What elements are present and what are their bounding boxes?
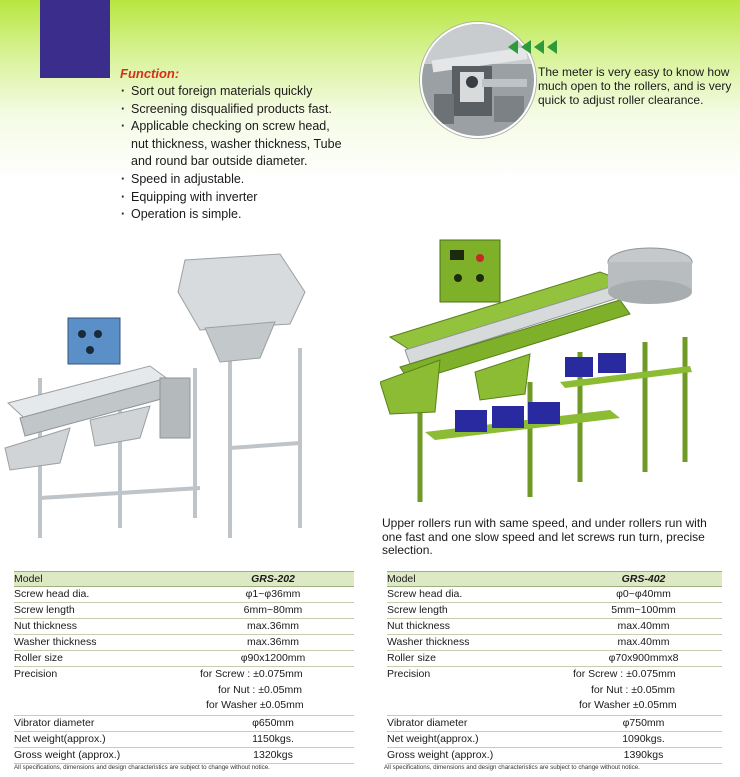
spec-value: 1090kgs. — [622, 733, 665, 745]
table-row — [14, 651, 354, 667]
spec-label: Nut thickness — [14, 620, 78, 632]
table-row — [387, 716, 722, 732]
spec-label: Net weight(approx.) — [14, 733, 106, 745]
spec-value: 1150kgs. — [252, 733, 294, 745]
function-item: · Speed in adjustable. — [118, 171, 408, 189]
spec-value: φ650mm — [252, 717, 294, 729]
table-row — [14, 587, 354, 603]
spec-value: max.36mm — [247, 636, 299, 648]
table-row — [387, 732, 722, 748]
spec-value: 1320kgs — [253, 749, 293, 761]
table-row — [14, 571, 354, 587]
footnote: All specifications, dimensions and design characteristics are subject to change without notice. — [14, 764, 270, 771]
brand-bar — [40, 0, 110, 78]
spec-label: Nut thickness — [387, 620, 451, 632]
function-item: · Operation is simple. — [118, 206, 408, 224]
function-item: · Sort out foreign materials quickly — [118, 83, 408, 101]
table-row — [387, 587, 722, 603]
table-row — [14, 732, 354, 748]
spec-value: for Screw : ±0.075mm — [573, 668, 676, 680]
function-item: · Screening disqualified products fast. — [118, 101, 408, 119]
spec-table-grs402 — [387, 571, 722, 764]
spec-label: Model — [14, 573, 43, 585]
spec-value: 5mm~100mm — [611, 604, 676, 616]
grs202-machine-photo — [0, 248, 330, 550]
spec-label: Washer thickness — [387, 636, 470, 648]
spec-label: Net weight(approx.) — [387, 733, 479, 745]
arrow-left-icon — [506, 38, 560, 56]
roller-caption: Upper rollers run with same speed, and under rollers run with one fast and one slow speed and let screws run turn, precise selection. — [382, 516, 707, 557]
spec-value: φ0~φ40mm — [616, 588, 671, 600]
table-row — [387, 603, 722, 619]
spec-value: for Screw : ±0.075mm — [200, 668, 303, 680]
table-row — [387, 619, 722, 635]
spec-label: Precision — [14, 668, 58, 680]
function-item: · Equipping with inverter — [118, 189, 408, 207]
spec-value: φ1~φ36mm — [245, 588, 301, 600]
function-section — [118, 66, 408, 224]
table-row — [14, 603, 354, 619]
spec-value: max.40mm — [617, 636, 670, 648]
spec-value: for Washer ±0.05mm — [579, 699, 677, 711]
model-name: GRS-402 — [621, 573, 666, 585]
spec-value: φ90x1200mm — [240, 652, 306, 664]
table-row — [387, 571, 722, 587]
spec-label: Gross weight (approx.) — [387, 749, 494, 761]
precision-values — [565, 667, 722, 715]
spec-label: Vibrator diameter — [14, 717, 95, 729]
function-list — [118, 83, 408, 224]
table-row — [387, 635, 722, 651]
table-row — [14, 635, 354, 651]
spec-label: Screw head dia. — [14, 588, 90, 600]
spec-label: Gross weight (approx.) — [14, 749, 121, 761]
spec-value: φ750mm — [622, 717, 665, 729]
function-title: Function: — [120, 66, 180, 81]
footnote: All specifications, dimensions and design characteristics are subject to change without notice. — [384, 764, 640, 771]
spec-label: Washer thickness — [14, 636, 97, 648]
spec-value: max.36mm — [247, 620, 299, 632]
spec-value: for Washer ±0.05mm — [206, 699, 304, 711]
spec-value: 6mm~80mm — [243, 604, 303, 616]
table-row — [14, 667, 354, 716]
spec-table-grs202 — [14, 571, 354, 764]
table-row — [14, 748, 354, 764]
grs402-machine-photo — [380, 232, 700, 508]
model-name: GRS-202 — [251, 573, 295, 585]
table-row — [387, 667, 722, 716]
spec-value: for Nut : ±0.05mm — [591, 683, 675, 696]
spec-value: for Nut : ±0.05mm — [218, 683, 302, 696]
meter-caption: The meter is very easy to know how much open to the rollers, and is very quick to adjust roller clearance. — [538, 65, 732, 107]
spec-value: max.40mm — [617, 620, 670, 632]
spec-label: Vibrator diameter — [387, 717, 468, 729]
table-row — [387, 748, 722, 764]
spec-label: Precision — [387, 668, 431, 680]
spec-label: Screw head dia. — [387, 588, 463, 600]
spec-label: Screw length — [14, 604, 75, 616]
function-item: · Applicable checking on screw head, nut thickness, washer thickness, Tube and round bar outside diameter. — [118, 118, 408, 171]
table-row — [387, 651, 722, 667]
table-row — [14, 619, 354, 635]
table-row — [14, 716, 354, 732]
spec-value: 1390kgs — [623, 749, 664, 761]
spec-label: Roller size — [14, 652, 64, 664]
spec-label: Screw length — [387, 604, 448, 616]
spec-value: φ70x900mmx8 — [608, 652, 679, 664]
spec-label: Model — [387, 573, 416, 585]
precision-values — [192, 667, 354, 715]
spec-label: Roller size — [387, 652, 437, 664]
